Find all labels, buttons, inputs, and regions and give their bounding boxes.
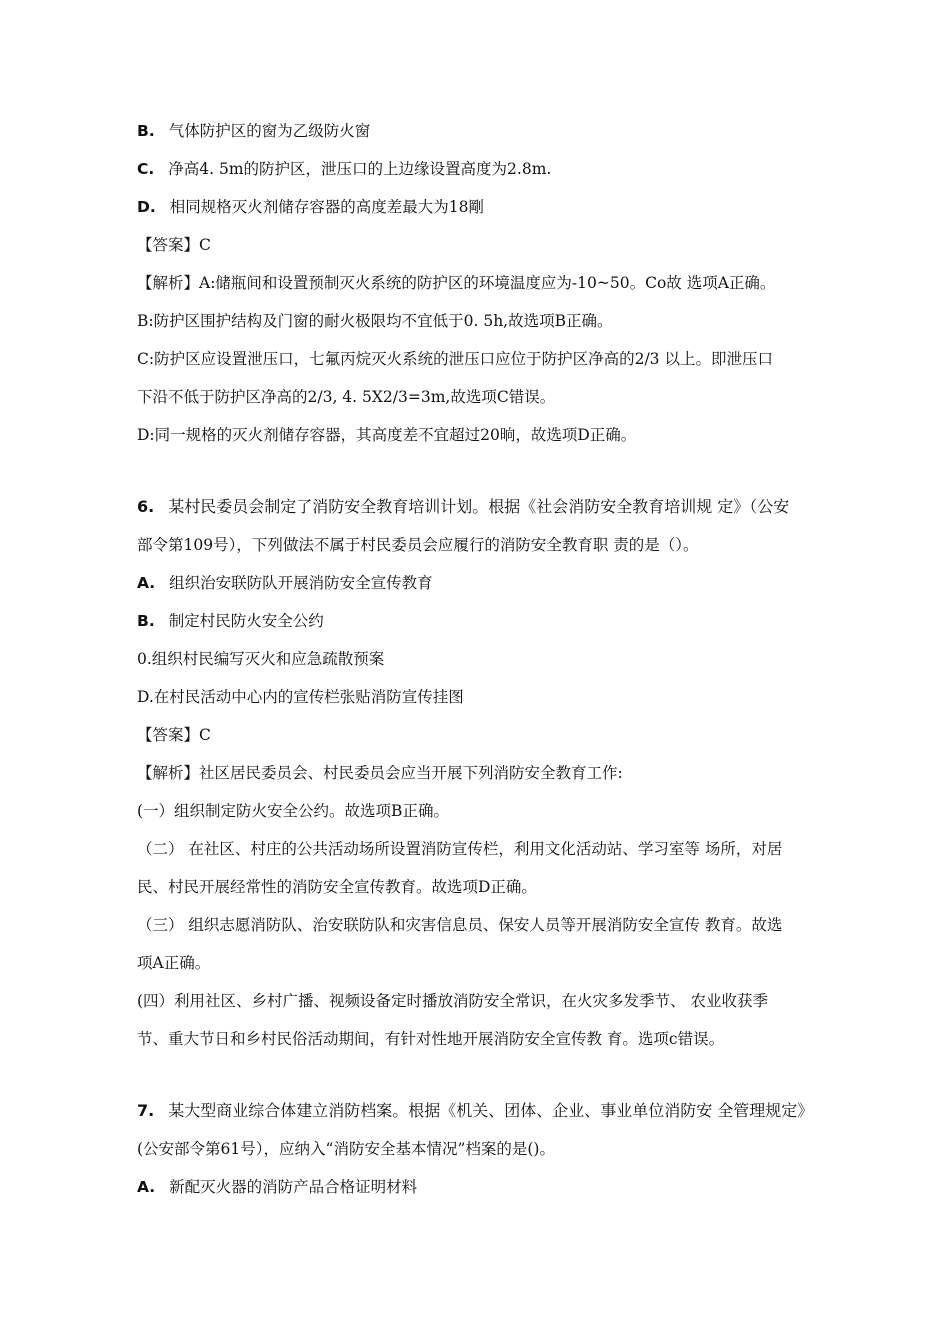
option-text: 相同规格灭火剂储存容器的高度差最大为18剛 [169, 198, 484, 216]
option-label: B. [137, 122, 155, 140]
option-text: 新配灭火器的消防产品合格证明材料 [169, 1178, 418, 1196]
analysis-line: B:防护区围护结构及门窗的耐火极限均不宜低于0. 5h,故选项B正确。 [137, 312, 613, 330]
analysis-line: （三） 组织志愿消防队、治安联防队和灾害信息员、保安人员等开展消防安全宣传 教育。故选 [137, 916, 783, 934]
option-b [137, 120, 827, 142]
question-number: 6. [137, 497, 155, 516]
option-label: A. [137, 1178, 156, 1196]
answer: 【答案】C [137, 236, 211, 254]
question-7-stem-line [137, 1100, 827, 1122]
option-b [137, 610, 827, 632]
option-label: C. [137, 160, 155, 178]
option-text: 气体防护区的窗为乙级防火窗 [168, 122, 371, 140]
option-text: 净高4. 5m的防护区，泄压口的上边缘设置高度为2.8m. [168, 160, 552, 178]
analysis-line: 下沿不低于防护区净高的2/3, 4. 5X2/3=3m,故选项C错误。 [137, 388, 556, 406]
option-label: B. [137, 612, 155, 630]
analysis-line: 【解析】社区居民委员会、村民委员会应当开展下列消防安全教育工作: [137, 764, 623, 782]
option-c: 0.组织村民编写灭火和应急疏散预案 [137, 650, 385, 668]
option-d: D.在村民活动中心内的宣传栏张贴消防宣传挂图 [137, 688, 464, 706]
option-text: 组织治安联防队开展消防安全宣传教育 [169, 574, 433, 592]
option-a [137, 1176, 827, 1198]
analysis-line: 民、村民开展经常性的消防安全宣传教育。故选项D正确。 [137, 878, 537, 896]
question-6-stem-line [137, 496, 827, 518]
analysis-line: D:同一规格的灭火剂储存容器，其高度差不宜超过20晌，故选项D正确。 [137, 426, 637, 444]
question-stem-text: 某村民委员会制定了消防安全教育培训计划。根据《社会消防安全教育培训规 定》（公安 [168, 497, 790, 516]
option-c [137, 158, 827, 180]
option-label: A. [137, 574, 156, 592]
analysis-line: 项A正确。 [137, 954, 211, 972]
analysis-line: （二） 在社区、村庄的公共活动场所设置消防宣传栏，利用文化活动站、学习室等 场所，对居 [137, 840, 783, 858]
option-a [137, 572, 827, 594]
question-7-stem-line: (公安部令第61号），应纳入“消防安全基本情况”档案的是()。 [137, 1140, 555, 1158]
analysis-line: (四）利用社区、乡村广播、视频设备定时播放消防安全常识，在火灾多发季节、 农业收获季 [137, 992, 768, 1010]
option-text: 制定村民防火安全公约 [168, 612, 324, 630]
analysis-line: 节、重大节日和乡村民俗活动期间，有针对性地开展消防安全宣传教 育。选项c错误。 [137, 1030, 725, 1048]
analysis-line: C:防护区应设置泄压口，七氟丙烷灭火系统的泄压口应位于防护区净高的2/3 以上。即泄压口 [137, 350, 773, 368]
analysis-line: 【解析】A:储瓶间和设置预制灭火系统的防护区的环境温度应为-10~50。Co故 选项A正确。 [137, 274, 776, 292]
option-d [137, 196, 827, 218]
question-number: 7. [137, 1101, 155, 1120]
question-6-stem-line: 部令第109号），下列做法不属于村民委员会应履行的消防安全教育职 责的是（）。 [137, 536, 699, 554]
question-stem-text: 某大型商业综合体建立消防档案。根据《机关、团体、企业、事业单位消防安 全管理规定》 [168, 1101, 814, 1120]
answer: 【答案】C [137, 726, 211, 744]
option-label: D. [137, 198, 156, 216]
analysis-line: (一）组织制定防火安全公约。故选项B正确。 [137, 802, 449, 820]
